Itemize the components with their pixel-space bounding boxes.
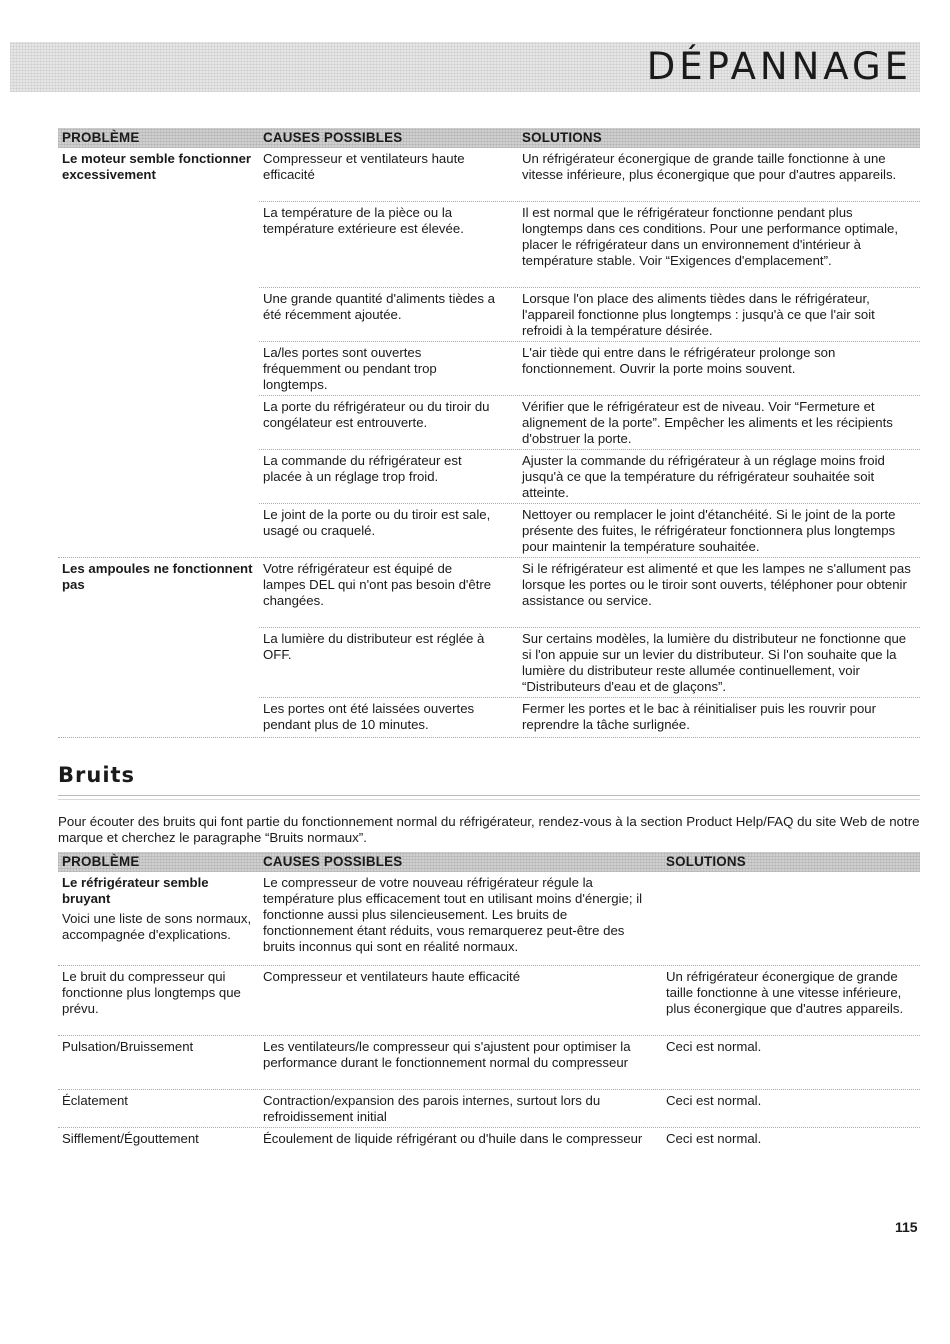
cause-cell: La/les portes sont ouvertes fréquemment ou pendant trop longtemps. [263,345,437,392]
table-row [58,698,920,738]
table-row [58,202,920,288]
table-row [58,504,920,558]
solution-cell: Ceci est normal. [666,1039,762,1054]
problem-note: Voici une liste de sons normaux, accompagnée d'explications. [62,911,252,942]
solution-cell: Ajuster la commande du réfrigérateur à un réglage moins froid jusqu'à ce que la température du réfrigérateur souhaitée soit atteinte. [522,453,885,500]
solution-cell: Nettoyer ou remplacer le joint d'étanchéité. Si le joint de la porte présente des fuites, le réfrigérateur fonctionnera plus longtemps pour maintenir la température souhaitée. [522,507,896,554]
problem-cell: Sifflement/Égouttement [62,1131,199,1146]
header-causes: CAUSES POSSIBLES [263,854,403,869]
problem-cell: Éclatement [62,1093,128,1108]
cause-cell: La lumière du distributeur est réglée à OFF. [263,631,485,662]
table-row [58,1128,920,1168]
cause-cell: Contraction/expansion des parois internes, surtout lors du refroidissement initial [263,1093,601,1124]
header-solutions: SOLUTIONS [522,130,602,145]
header-problem: PROBLÈME [62,130,140,145]
header-banner [10,42,920,92]
table-row [58,396,920,450]
problem-cell: Pulsation/Bruissement [62,1039,194,1054]
section-intro: Pour écouter des bruits qui font partie du fonctionnement normal du réfrigérateur, rendez-vous à la section Product Help/FAQ du site Web de notre marque et cherchez le paragraphe “Bruits normaux”. [58,814,920,845]
problem-cell: Les ampoules ne fonctionnent pas [62,561,253,592]
problem-cell: Le moteur semble fonctionner excessivement [62,151,252,182]
solution-cell: Vérifier que le réfrigérateur est de niveau. Voir “Fermeture et alignement de la porte”. Empêcher les aliments et les récipients d'obstruer la porte. [522,399,893,446]
solution-cell: Lorsque l'on place des aliments tièdes dans le réfrigérateur, l'appareil fonctionne plus longtemps : jusqu'à ce que l'air soit refroidi à la température désirée. [522,291,875,338]
page-title: DÉPANNAGE [646,45,912,88]
table-header [58,852,920,872]
header-problem: PROBLÈME [62,854,140,869]
section-title: Bruits [58,763,136,787]
solution-cell: Ceci est normal. [666,1093,762,1108]
cause-cell: Le joint de la porte ou du tiroir est sale, usagé ou craquelé. [263,507,491,538]
section-divider [58,799,920,800]
cause-cell: La porte du réfrigérateur ou du tiroir du congélateur est entrouverte. [263,399,490,430]
problem-title: Le réfrigérateur semble bruyant [62,875,209,906]
solution-cell: Sur certains modèles, la lumière du distributeur ne fonctionne que si l'on appuie sur un levier du distributeur. Si l'on souhaite que la lumière du distributeur reste allumée continuellement, voir “Distributeurs d'eau et de glaçons”. [522,631,907,694]
cause-cell: Compresseur et ventilateurs haute efficacité [263,969,521,984]
cause-cell: La commande du réfrigérateur est placée à un réglage trop froid. [263,453,462,484]
solution-cell: L'air tiède qui entre dans le réfrigérateur prolonge son fonctionnement. Ouvrir la porte moins souvent. [522,345,836,376]
table-row [58,450,920,504]
solution-cell: Un réfrigérateur éconergique de grande taille fonctionne à une vitesse inférieure, plus éconergique que pour d'autres appareils. [522,151,897,182]
row-divider [58,737,920,738]
noise-table [58,852,920,1168]
cause-cell: Une grande quantité d'aliments tièdes a été récemment ajoutée. [263,291,495,322]
table-header [58,128,920,148]
table-row [58,148,920,202]
cause-cell: La température de la pièce ou la température extérieure est élevée. [263,205,464,236]
problem-cell [62,875,257,943]
table-row [58,966,920,1036]
table-row [58,1090,920,1128]
solution-cell: Il est normal que le réfrigérateur fonctionne pendant plus longtemps dans ces conditions. Pour une performance optimale, placer le réfrigérateur dans un environnement d'intérieur à température stable. Voir “Exigences d'emplacement”. [522,205,899,268]
problem-cell: Le bruit du compresseur qui fonctionne plus longtemps que prévu. [62,969,241,1016]
cause-cell: Le compresseur de votre nouveau réfrigérateur régule la température plus efficacement tout en utilisant moins d'énergie; il fonctionne aussi plus silencieusement. Les bruits de fonctionnement étant réduits, vous remarquerez peut-être des bruits inconnus qui sont en réalité normaux. [263,875,643,954]
table-row [58,872,920,966]
header-causes: CAUSES POSSIBLES [263,130,403,145]
table-row [58,628,920,698]
troubleshooting-table [58,128,920,738]
table-row [58,558,920,628]
table-row [58,1036,920,1090]
table-row [58,342,920,396]
solution-cell: Fermer les portes et le bac à réinitialiser puis les rouvrir pour reprendre la tâche surlignée. [522,701,877,732]
solution-cell: Si le réfrigérateur est alimenté et que les lampes ne s'allument pas lorsque les portes ou le tiroir sont ouverts, téléphoner pour obtenir assistance ou service. [522,561,911,608]
solution-cell: Ceci est normal. [666,1131,762,1146]
cause-cell: Votre réfrigérateur est équipé de lampes DEL qui n'ont pas besoin d'être changées. [263,561,492,608]
cause-cell: Compresseur et ventilateurs haute efficacité [263,151,465,182]
cause-cell: Les portes ont été laissées ouvertes pendant plus de 10 minutes. [263,701,475,732]
solution-cell: Un réfrigérateur éconergique de grande taille fonctionne à une vitesse inférieure, plus éconergique que d'autres appareils. [666,969,904,1016]
table-row [58,288,920,342]
section-divider [58,795,920,796]
cause-cell: Les ventilateurs/le compresseur qui s'ajustent pour optimiser la performance durant le fonctionnement normal du compresseur [263,1039,631,1070]
page-number: 115 [895,1219,918,1235]
cause-cell: Écoulement de liquide réfrigérant ou d'huile dans le compresseur [263,1131,643,1146]
header-solutions: SOLUTIONS [666,854,746,869]
